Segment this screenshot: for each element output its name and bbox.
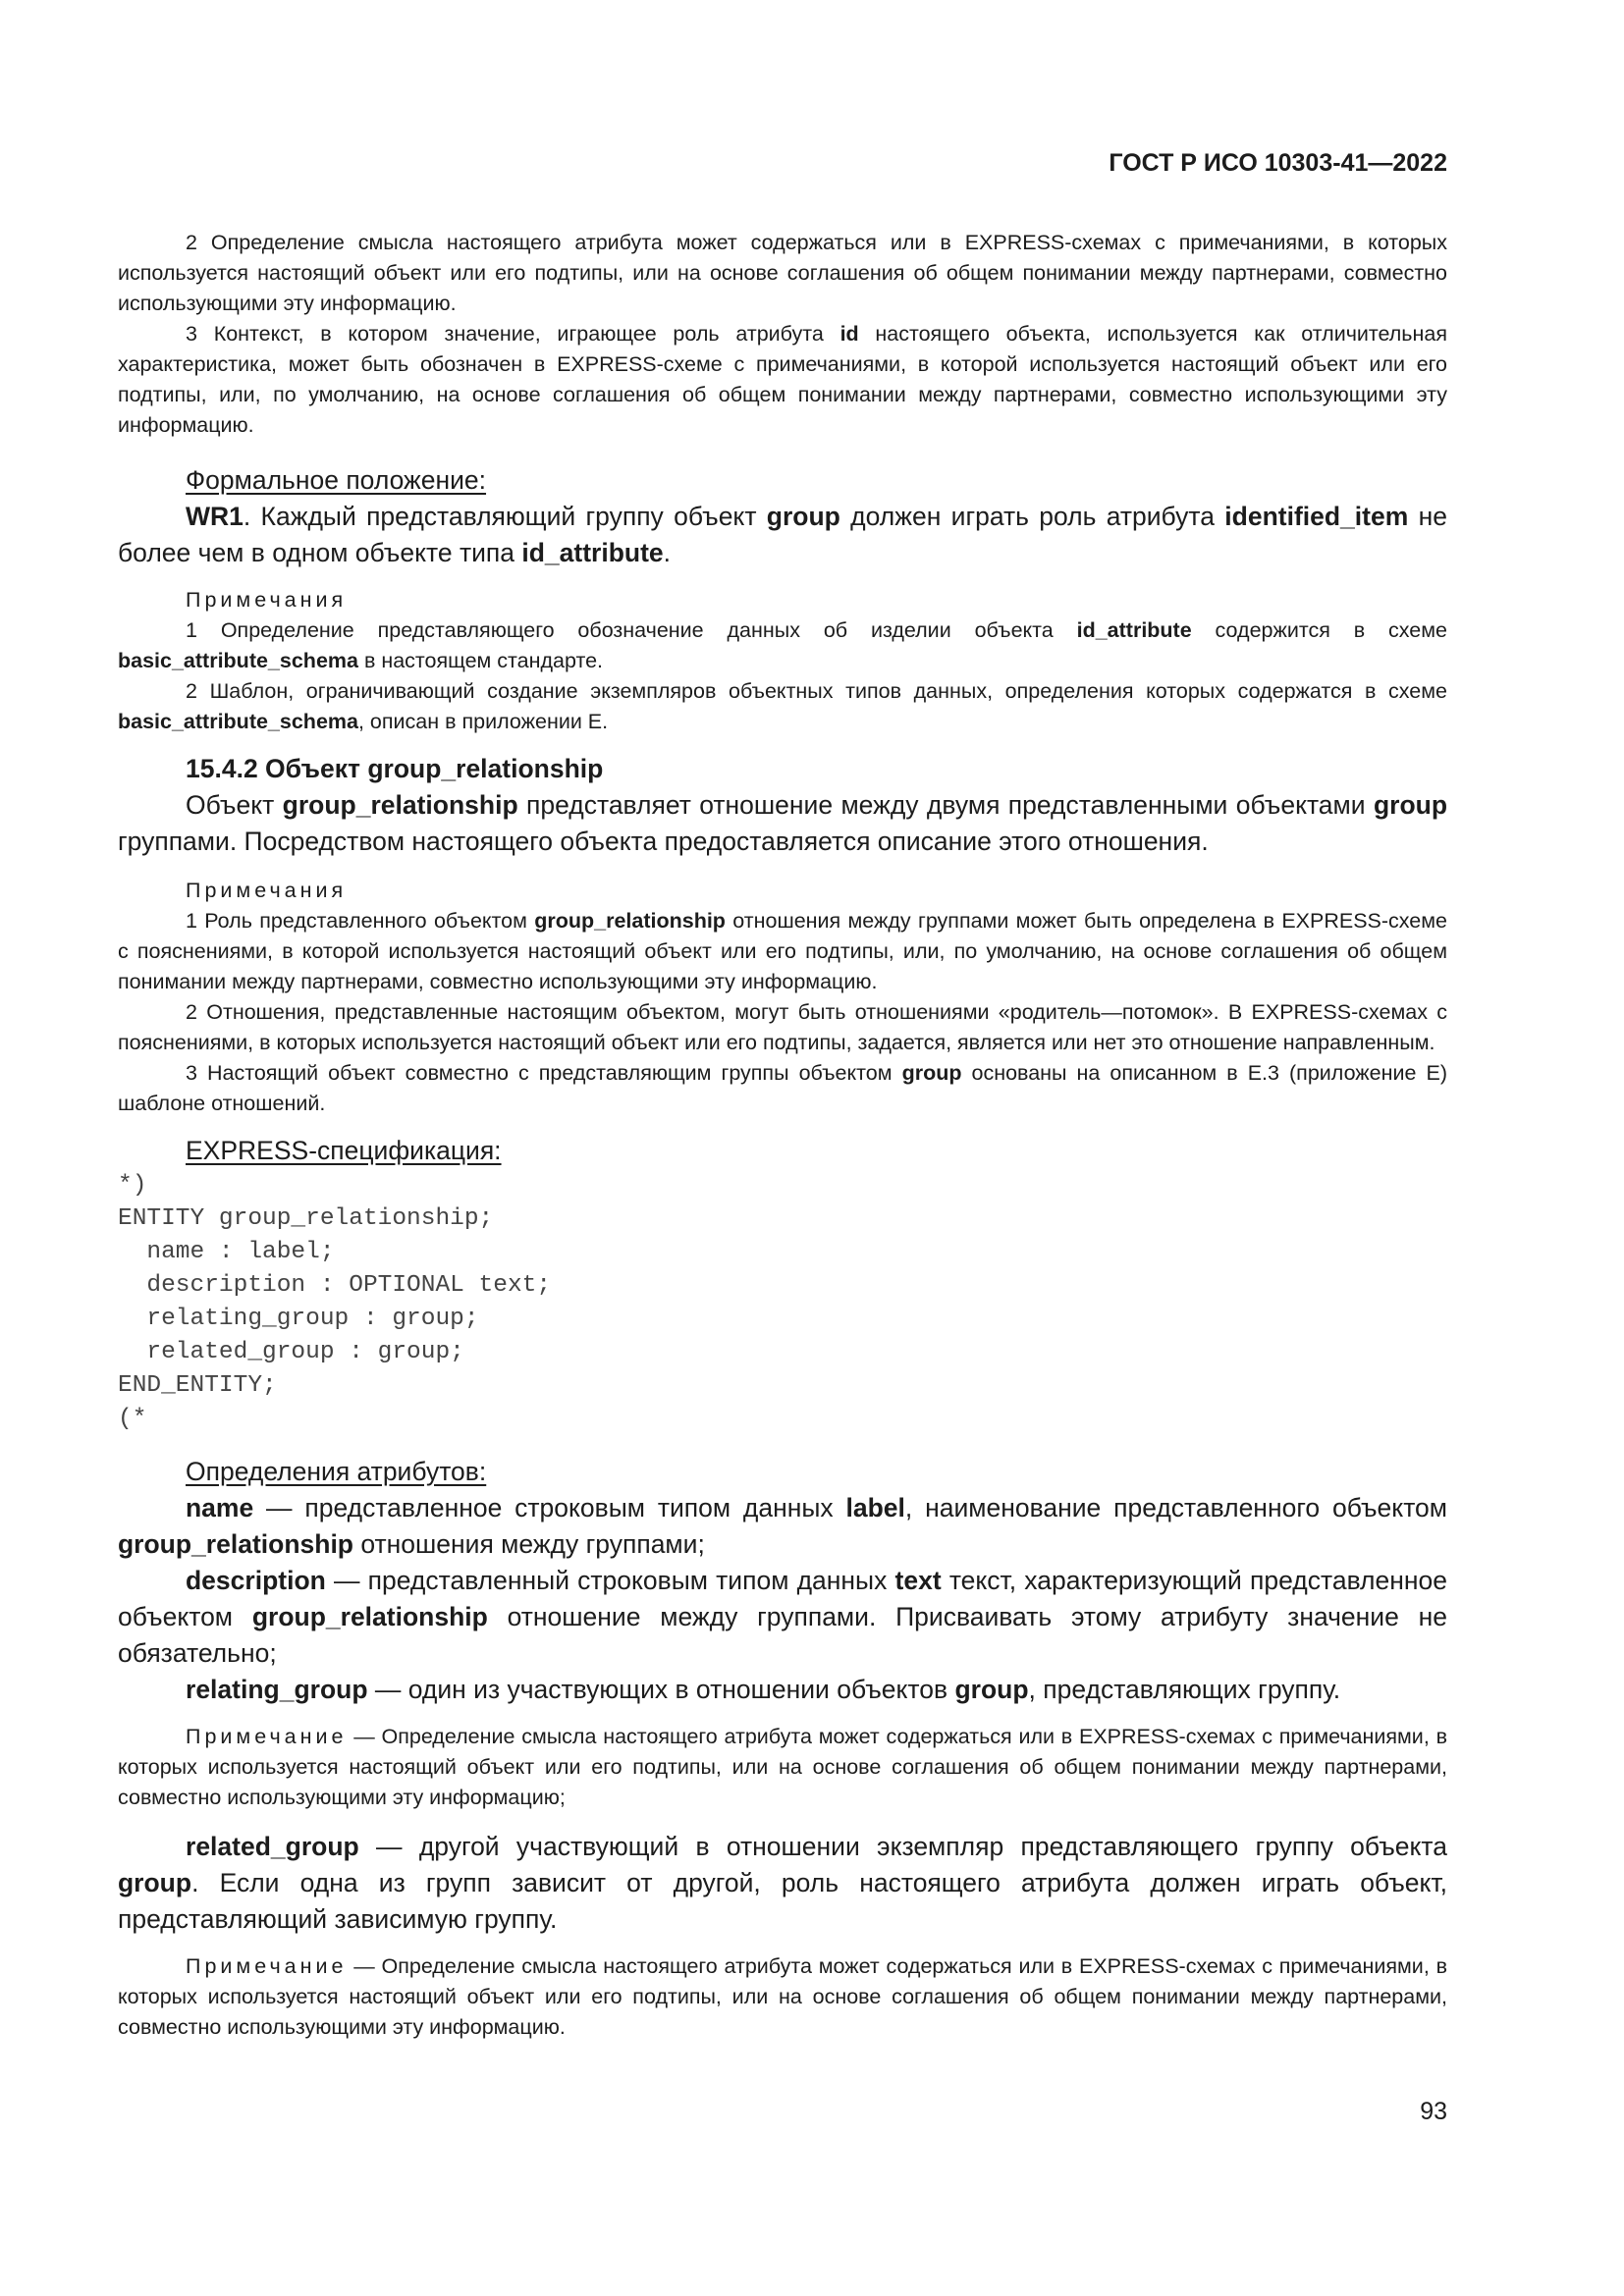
- note-paragraph: 2 Отношения, представленные настоящим объектом, могут быть отношениями «родитель—потомок». В EXPRESS-схемах с пояснениями, в которых используется настоящий объект или его подтипы, задается, является или нет это отношение направленным.: [118, 1000, 1447, 1054]
- section-15-4-2: [118, 751, 1447, 860]
- formal-section: [118, 462, 1447, 571]
- attr-label: Определения атрибутов:: [186, 1457, 487, 1486]
- page-content: [118, 228, 1447, 2043]
- express-code-block: *) ENTITY group_relationship; name : label; description : OPTIONAL text; relating_group : group; related_group : group; END_ENTITY; (*: [118, 1172, 552, 1432]
- attr-relating-group-definition: relating_group — один из участвующих в отношении объектов group, представляющих группу.: [186, 1675, 1341, 1704]
- note-related-group: Примечание — Определение смысла настоящего атрибута может содержаться или в EXPRESS-схемах с примечаниями, в которых используется настоящий объект или его подтипы, или на основе соглашения об общем понимании между партнерами, совместно использующими эту информацию.: [118, 1954, 1447, 2039]
- note-paragraph: 2 Шаблон, ограничивающий создание экземпляров объектных типов данных, определения которых содержатся в схеме basic_attribute_schema, описан в приложении Е.: [118, 679, 1447, 733]
- express-section: [118, 1133, 1447, 1169]
- note-paragraph: 3 Настоящий объект совместно с представляющим группы объектом group основаны на описанном в Е.3 (приложение Е) шаблоне отношений.: [118, 1061, 1448, 1115]
- document-header: ГОСТ Р ИСО 10303-41—2022: [1109, 149, 1447, 177]
- page-number: 93: [1420, 2098, 1447, 2125]
- formal-label: Формальное положение:: [186, 465, 487, 495]
- attr-description-definition: description — представленный строковым типом данных text текст, характеризующий представленное объектом group_relationship отношение между группами. Присваивать этому атрибуту значение не обязательно;: [118, 1566, 1447, 1668]
- attr-related-group-definition: related_group — другой участвующий в отношении экземпляр представляющего группу объекта group. Если одна из групп зависит от другой, роль настоящего атрибута должен играть объект, представляющий зависимую группу.: [118, 1832, 1447, 1934]
- section-heading: 15.4.2 Объект group_relationship: [186, 754, 604, 783]
- notes-block-1: [118, 585, 1447, 737]
- note-paragraph: 2 Определение смысла настоящего атрибута может содержаться или в EXPRESS-схемах с примечаниями, в которых используется настоящий объект или его подтипы, или на основе соглашения об общем понимании между партнерами, совместно использующими эту информацию.: [118, 231, 1447, 315]
- notes-label: Примечания: [186, 879, 348, 902]
- express-label: EXPRESS-спецификация:: [186, 1136, 502, 1165]
- attr-name-definition: name — представленное строковым типом данных label, наименование представленного объектом group_relationship отношения между группами;: [118, 1493, 1447, 1559]
- top-notes: [118, 228, 1447, 441]
- note-paragraph: 1 Роль представленного объектом group_relationship отношения между группами может быть определена в EXPRESS-схеме с пояснениями, в которой используется настоящий объект или его подтипы, или, по умолчанию, на основе соглашения об общем понимании между партнерами, совместно использующими эту информацию.: [118, 909, 1448, 993]
- note-paragraph: 3 Контекст, в котором значение, играющее роль атрибута id настоящего объекта, используется как отличительная характеристика, может быть обозначен в EXPRESS-схеме с примечаниями, в которой используется настоящий объект или его подтипы, или, по умолчанию, на основе соглашения об общем понимании между партнерами, совместно использующими эту информацию.: [118, 322, 1447, 437]
- section-intro: Объект group_relationship представляет отношение между двумя представленными объектами group группами. Посредством настоящего объекта предоставляется описание этого отношения.: [118, 790, 1448, 856]
- notes-label: Примечания: [186, 588, 348, 612]
- attribute-definitions: [118, 1454, 1447, 1708]
- note-paragraph: 1 Определение представляющего обозначение данных об изделии объекта id_attribute содержится в схеме basic_attribute_schema в настоящем стандарте.: [118, 618, 1447, 672]
- wr1-rule: WR1. Каждый представляющий группу объект group должен играть роль атрибута identified_item не более чем в одном объекте типа id_attribute.: [118, 502, 1447, 567]
- notes-block-2: [118, 876, 1447, 1119]
- note-relating-group: Примечание — Определение смысла настоящего атрибута может содержаться или в EXPRESS-схемах с примечаниями, в которых используется настоящий объект или его подтипы, или на основе соглашения об общем понимании между партнерами, совместно использующими эту информацию;: [118, 1725, 1447, 1809]
